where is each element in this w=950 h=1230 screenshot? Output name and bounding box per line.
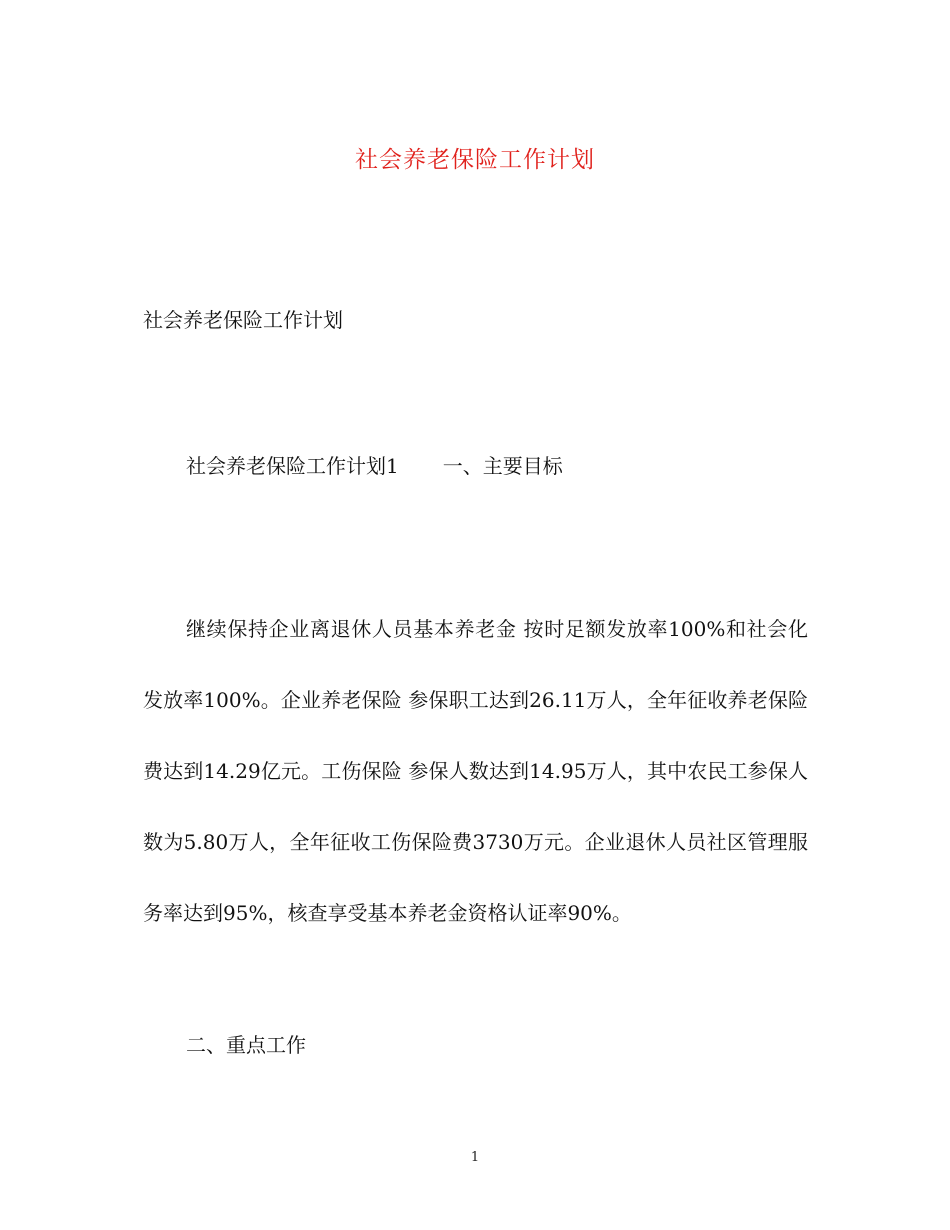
section-one-heading-line xyxy=(186,452,563,480)
body-paragraph: 继续保持企业离退休人员基本养老金 按时足额发放率100%和社会化发放率100%。企业养老保险 参保职工达到26.11万人，全年征收养老保险费达到14.29亿元。工伤保险 参保人数达到14.95万人，其中农民工参保人数为5.80万人，全年征收工伤保险费3730万元。企业退休人员社区管理服务率达到95%，核查享受基本养老金资格认证率90%。 xyxy=(143,617,808,925)
section-one-label: 社会养老保险工作计划1 xyxy=(186,454,399,478)
document-subtitle: 社会养老保险工作计划 xyxy=(143,308,343,332)
page-number: 1 xyxy=(470,1150,480,1165)
section-two-heading: 二、重点工作 xyxy=(186,1033,306,1057)
section-one-heading: 一、主要目标 xyxy=(442,454,563,478)
document-title: 社会养老保险工作计划 xyxy=(355,147,595,173)
